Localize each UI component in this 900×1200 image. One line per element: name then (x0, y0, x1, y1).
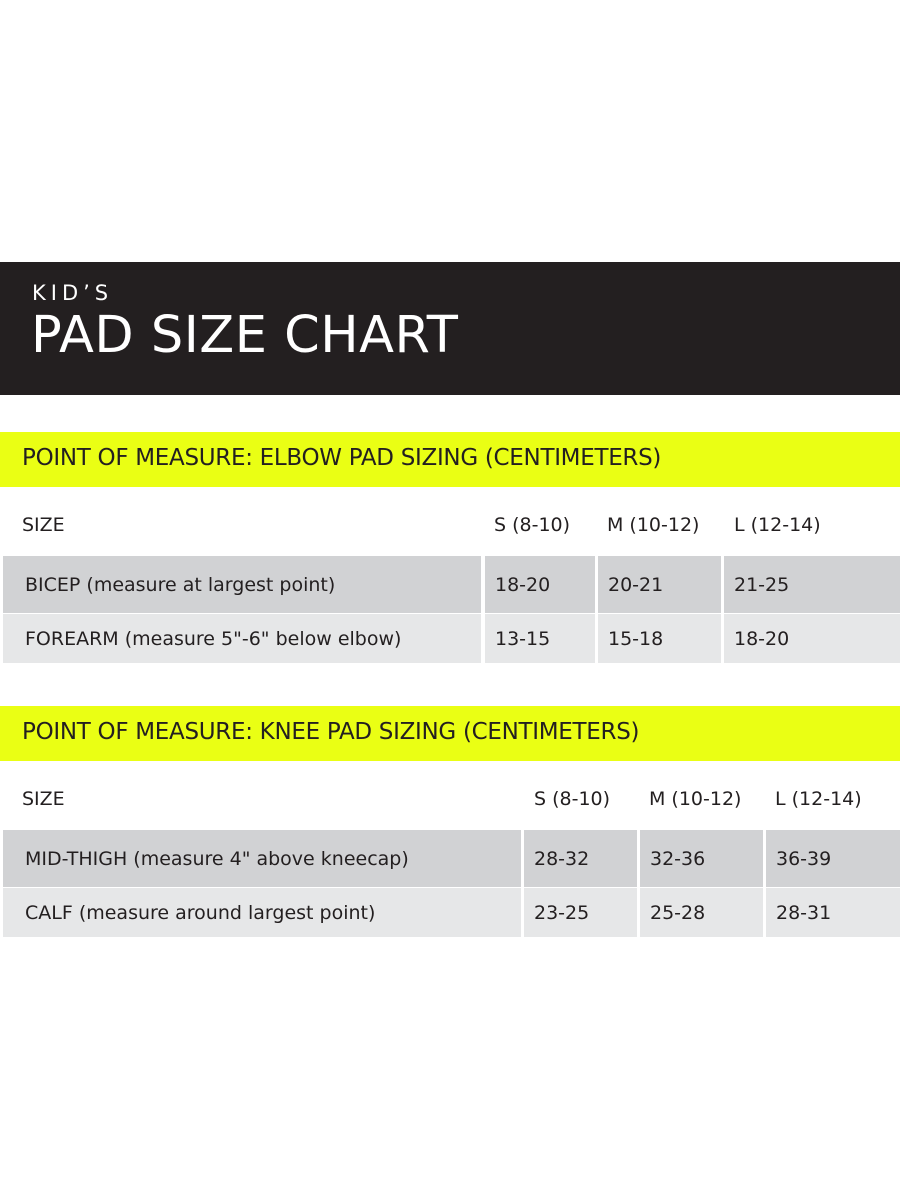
knee-section-title: POINT OF MEASURE: KNEE PAD SIZING (CENTIMETERS) (22, 719, 640, 745)
row-label: FOREARM (measure 5"-6" below elbow) (25, 627, 402, 650)
value-cell-m (640, 830, 763, 887)
table-row-calf (0, 888, 900, 937)
value-cell-m (598, 556, 721, 613)
value-cell-l (724, 556, 900, 613)
value-l: 18-20 (734, 627, 790, 650)
table-row-bicep (0, 556, 900, 613)
value-m: 32-36 (650, 847, 706, 870)
column-header-s: S (8-10) (534, 788, 611, 810)
value-l: 28-31 (776, 901, 832, 924)
value-l: 36-39 (776, 847, 832, 870)
value-s: 18-20 (495, 573, 551, 596)
column-header-l: L (12-14) (775, 788, 862, 810)
row-label: CALF (measure around largest point) (25, 901, 376, 924)
row-label-cell (3, 556, 481, 613)
column-header-m: M (10-12) (607, 514, 700, 536)
table-row-mid-thigh (0, 830, 900, 887)
column-header-size: SIZE (22, 514, 65, 536)
column-header-l: L (12-14) (734, 514, 821, 536)
value-cell-m (598, 614, 721, 663)
value-m: 15-18 (608, 627, 664, 650)
value-m: 20-21 (608, 573, 664, 596)
value-m: 25-28 (650, 901, 706, 924)
value-l: 21-25 (734, 573, 790, 596)
table-row-forearm (0, 614, 900, 663)
value-s: 28-32 (534, 847, 590, 870)
value-cell-s (485, 614, 595, 663)
column-header-m: M (10-12) (649, 788, 742, 810)
value-cell-s (524, 888, 637, 937)
value-cell-s (524, 830, 637, 887)
knee-size-header-row (0, 782, 900, 818)
column-header-s: S (8-10) (494, 514, 571, 536)
value-cell-l (724, 614, 900, 663)
row-label: MID-THIGH (measure 4" above kneecap) (25, 847, 409, 870)
row-label-cell (3, 888, 521, 937)
value-s: 13-15 (495, 627, 551, 650)
value-cell-m (640, 888, 763, 937)
value-cell-l (766, 830, 900, 887)
page-title: PAD SIZE CHART (31, 306, 459, 365)
column-header-size: SIZE (22, 788, 65, 810)
row-label-cell (3, 830, 521, 887)
value-cell-s (485, 556, 595, 613)
value-cell-l (766, 888, 900, 937)
row-label: BICEP (measure at largest point) (25, 573, 336, 596)
elbow-size-header-row (0, 508, 900, 544)
title-kicker: KID’S (32, 281, 114, 305)
row-label-cell (3, 614, 481, 663)
value-s: 23-25 (534, 901, 590, 924)
knee-section-header (0, 706, 900, 761)
elbow-section-title: POINT OF MEASURE: ELBOW PAD SIZING (CENTIMETERS) (22, 445, 662, 471)
elbow-section-header (0, 432, 900, 487)
